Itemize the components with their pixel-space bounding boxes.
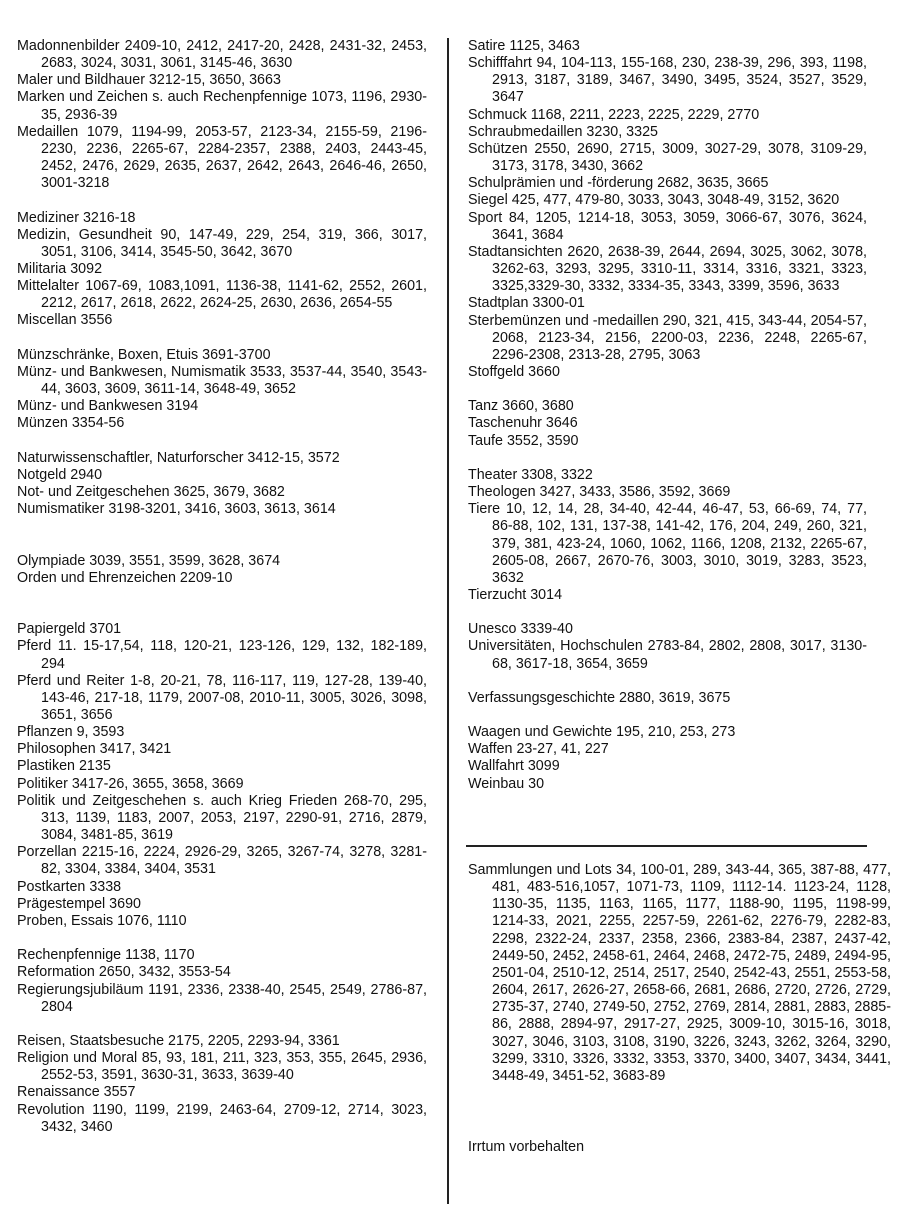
index-entry: Sterbemünzen und -medaillen 290, 321, 415, 343-44, 2054-57, 2068, 2123-34, 2156, 2200-03, 2236, 2248, 2265-67, 2296-2308, 2313-28, 2795, 3063 <box>468 312 868 363</box>
index-entry: Naturwissenschaftler, Naturforscher 3412-15, 3572 <box>17 449 340 466</box>
index-entry: Rechenpfennige 1138, 1170 <box>17 947 195 964</box>
index-entry: Stadtansichten 2620, 2638-39, 2644, 2694, 3025, 3062, 3078, 3262-63, 3293, 3295, 3310-11, 3314, 3316, 3321, 3323, 3325,3329-30, 3332, 3334-35, 3343, 3399, 3596, 3633 <box>468 243 867 295</box>
index-entry: Tiere 10, 12, 14, 28, 34-40, 42-44, 46-47, 53, 66-69, 74, 77, 86-88, 102, 131, 137-38, 141-42, 176, 204, 249, 260, 321, 379, 381, 423-24, 1060, 1062, 1166, 1208, 2132, 2265-67, 2605-08, 2667, 2670-76, 3003, 3010, 3019, 3283, 3523, 3632 <box>468 501 867 586</box>
index-entry: Politiker 3417-26, 3655, 3658, 3669 <box>17 775 244 792</box>
index-entry: Universitäten, Hochschulen 2783-84, 2802, 2808, 3017, 3130-68, 3617-18, 3654, 3659 <box>468 638 867 672</box>
index-entry: Verfassungsgeschichte 2880, 3619, 3675 <box>468 689 731 706</box>
index-entry: Renaissance 3557 <box>17 1084 136 1101</box>
index-entry: Miscellan 3556 <box>17 312 113 329</box>
index-entry: Orden und Ehrenzeichen 2209-10 <box>17 569 233 586</box>
column-divider <box>447 38 449 1204</box>
index-entry: Notgeld 2940 <box>17 466 103 483</box>
index-entry: Münz- und Bankwesen, Numismatik 3533, 3537-44, 3540, 3543-44, 3603, 3609, 3611-14, 3648-49, 3652 <box>17 363 427 398</box>
index-entry: Weinbau 30 <box>468 775 545 792</box>
index-entry: Prägestempel 3690 <box>17 895 141 912</box>
index-entry: Religion und Moral 85, 93, 181, 211, 323, 353, 355, 2645, 2936, 2552-53, 3591, 3630-31, 3633, 3639-40 <box>17 1050 427 1084</box>
index-entry: Pferd und Reiter 1-8, 20-21, 78, 116-117, 119, 127-28, 139-40, 143-46, 217-18, 1179, 2007-08, 2010-11, 3005, 3026, 3098, 3651, 3656 <box>17 672 427 724</box>
index-entry: Proben, Essais 1076, 1110 <box>17 912 187 929</box>
index-entry: Satire 1125, 3463 <box>468 38 580 54</box>
index-entry: Waffen 23-27, 41, 227 <box>468 741 609 758</box>
index-entry: Schützen 2550, 2690, 2715, 3009, 3027-29, 3078, 3109-29, 3173, 3178, 3430, 3662 <box>468 140 867 175</box>
index-column-left <box>17 38 427 1136</box>
index-entry: Wallfahrt 3099 <box>468 758 560 775</box>
index-entry: Papiergeld 3701 <box>17 621 122 638</box>
index-entry: Plastiken 2135 <box>17 758 111 775</box>
index-entry: Schifffahrt 94, 104-113, 155-168, 230, 238-39, 296, 393, 1198, 2913, 3187, 3189, 3467, 3490, 3495, 3524, 3527, 3529, 3647 <box>468 55 867 106</box>
index-entry: Schulprämien und -förderung 2682, 3635, 3665 <box>468 175 769 192</box>
index-entry: Münz- und Bankwesen 3194 <box>17 398 199 415</box>
index-entry: Taschenuhr 3646 <box>468 415 578 432</box>
index-entry: Militaria 3092 <box>17 261 103 278</box>
index-entry: Regierungsjubiläum 1191, 2336, 2338-40, 2545, 2549, 2786-87, 2804 <box>17 981 427 1015</box>
index-entry: Münzschränke, Boxen, Etuis 3691-3700 <box>17 346 271 363</box>
index-entry: Pflanzen 9, 3593 <box>17 724 125 741</box>
index-entry: Siegel 425, 477, 479-80, 3033, 3043, 3048-49, 3152, 3620 <box>468 192 840 209</box>
index-entry: Politik und Zeitgeschehen s. auch Krieg Frieden 268-70, 295, 313, 1139, 1183, 2007, 2053, 2197, 2290-91, 2716, 2879, 3084, 3481-85, 3619 <box>17 792 427 844</box>
index-entry: Madonnenbilder 2409-10, 2412, 2417-20, 2428, 2431-32, 2453, 2683, 3024, 3031, 3061, 3145-46, 3630 <box>17 38 427 72</box>
index-entry: Sport 84, 1205, 1214-18, 3053, 3059, 3066-67, 3076, 3624, 3641, 3684 <box>468 209 867 243</box>
index-entry: Theater 3308, 3322 <box>468 466 593 483</box>
index-entry: Pferd 11. 15-17,54, 118, 120-21, 123-126, 129, 132, 182-189, 294 <box>17 638 427 672</box>
index-entry: Reisen, Staatsbesuche 2175, 2205, 2293-94, 3361 <box>17 1032 340 1049</box>
index-entry: Not- und Zeitgeschehen 3625, 3679, 3682 <box>17 484 285 501</box>
index-entry: Medizin, Gesundheit 90, 147-49, 229, 254, 319, 366, 3017, 3051, 3106, 3414, 3545-50, 3642, 3670 <box>17 226 427 260</box>
lots-entry: Sammlungen und Lots 34, 100-01, 289, 343-44, 365, 387-88, 477, 481, 483-516,1057, 1071-73, 1109, 1112-14. 1123-24, 1128, 1130-35, 1135, 1163, 1165, 1177, 1188-90, 1195, 1198-99, 1214-33, 2021, 2255, 2257-59, 2261-62, 2276-79, 2282-83, 2298, 2322-24, 2337, 2358, 2366, 2383-84, 2387, 2437-42, 2449-50, 2452, 2458-61, 2464, 2468, 2472-75, 2489, 2494-95, 2501-04, 2510-12, 2514, 2517, 2540, 2542-43, 2551, 2553-58, 2604, 2617, 2626-27, 2658-66, 2681, 2686, 2720, 2726, 2729, 2735-37, 2740, 2749-50, 2752, 2769, 2814, 2881, 2883, 2885-86, 2888, 2894-97, 2917-27, 2925, 3009-10, 3015-16, 3018, 3027, 3046, 3103, 3108, 3190, 3226, 3243, 3262, 3264, 3290, 3299, 3310, 3326, 3332, 3353, 3370, 3400, 3407, 3434, 3441, 3448-49, 3451-52, 3683-89 <box>468 862 891 1084</box>
index-entry: Postkarten 3338 <box>17 878 122 895</box>
disclaimer-note: Irrtum vorbehalten <box>468 1139 585 1155</box>
index-entry: Revolution 1190, 1199, 2199, 2463-64, 2709-12, 2714, 3023, 3432, 3460 <box>17 1101 427 1135</box>
index-entry: Unesco 3339-40 <box>468 621 573 638</box>
index-entry: Reformation 2650, 3432, 3553-54 <box>17 964 231 981</box>
index-entry: Taufe 3552, 3590 <box>468 432 579 449</box>
section-divider <box>466 845 867 847</box>
index-entry: Schraubmedaillen 3230, 3325 <box>468 123 658 140</box>
index-entry: Mittelalter 1067-69, 1083,1091, 1136-38, 1141-62, 2552, 2601, 2212, 2617, 2618, 2622, 2624-25, 2630, 2636, 2654-55 <box>17 278 427 312</box>
index-entry: Theologen 3427, 3433, 3586, 3592, 3669 <box>468 484 731 501</box>
index-entry: Philosophen 3417, 3421 <box>17 741 172 758</box>
index-entry: Münzen 3354-56 <box>17 415 125 432</box>
index-entry: Maler und Bildhauer 3212-15, 3650, 3663 <box>17 72 281 89</box>
index-entry: Stadtplan 3300-01 <box>468 295 585 312</box>
index-column-right <box>468 38 867 793</box>
index-entry: Olympiade 3039, 3551, 3599, 3628, 3674 <box>17 552 281 569</box>
index-entry: Medaillen 1079, 1194-99, 2053-57, 2123-34, 2155-59, 2196-2230, 2236, 2265-67, 2284-2357, 2388, 2403, 2443-45, 2452, 2476, 2629, 2635, 2637, 2642, 2643, 2646-46, 2650, 3001-3218 <box>17 123 427 192</box>
index-entry: Stoffgeld 3660 <box>468 363 560 380</box>
index-entry: Tanz 3660, 3680 <box>468 398 574 415</box>
index-entry: Porzellan 2215-16, 2224, 2926-29, 3265, 3267-74, 3278, 3281-82, 3304, 3384, 3404, 3531 <box>17 844 427 878</box>
index-entry: Numismatiker 3198-3201, 3416, 3603, 3613, 3614 <box>17 501 336 518</box>
index-entry: Schmuck 1168, 2211, 2223, 2225, 2229, 2770 <box>468 106 760 123</box>
index-entry: Mediziner 3216-18 <box>17 209 136 226</box>
index-entry: Waagen und Gewichte 195, 210, 253, 273 <box>468 724 736 741</box>
index-entry: Marken und Zeichen s. auch Rechenpfennige 1073, 1196, 2930-35, 2936-39 <box>17 89 427 123</box>
index-entry: Tierzucht 3014 <box>468 586 563 603</box>
